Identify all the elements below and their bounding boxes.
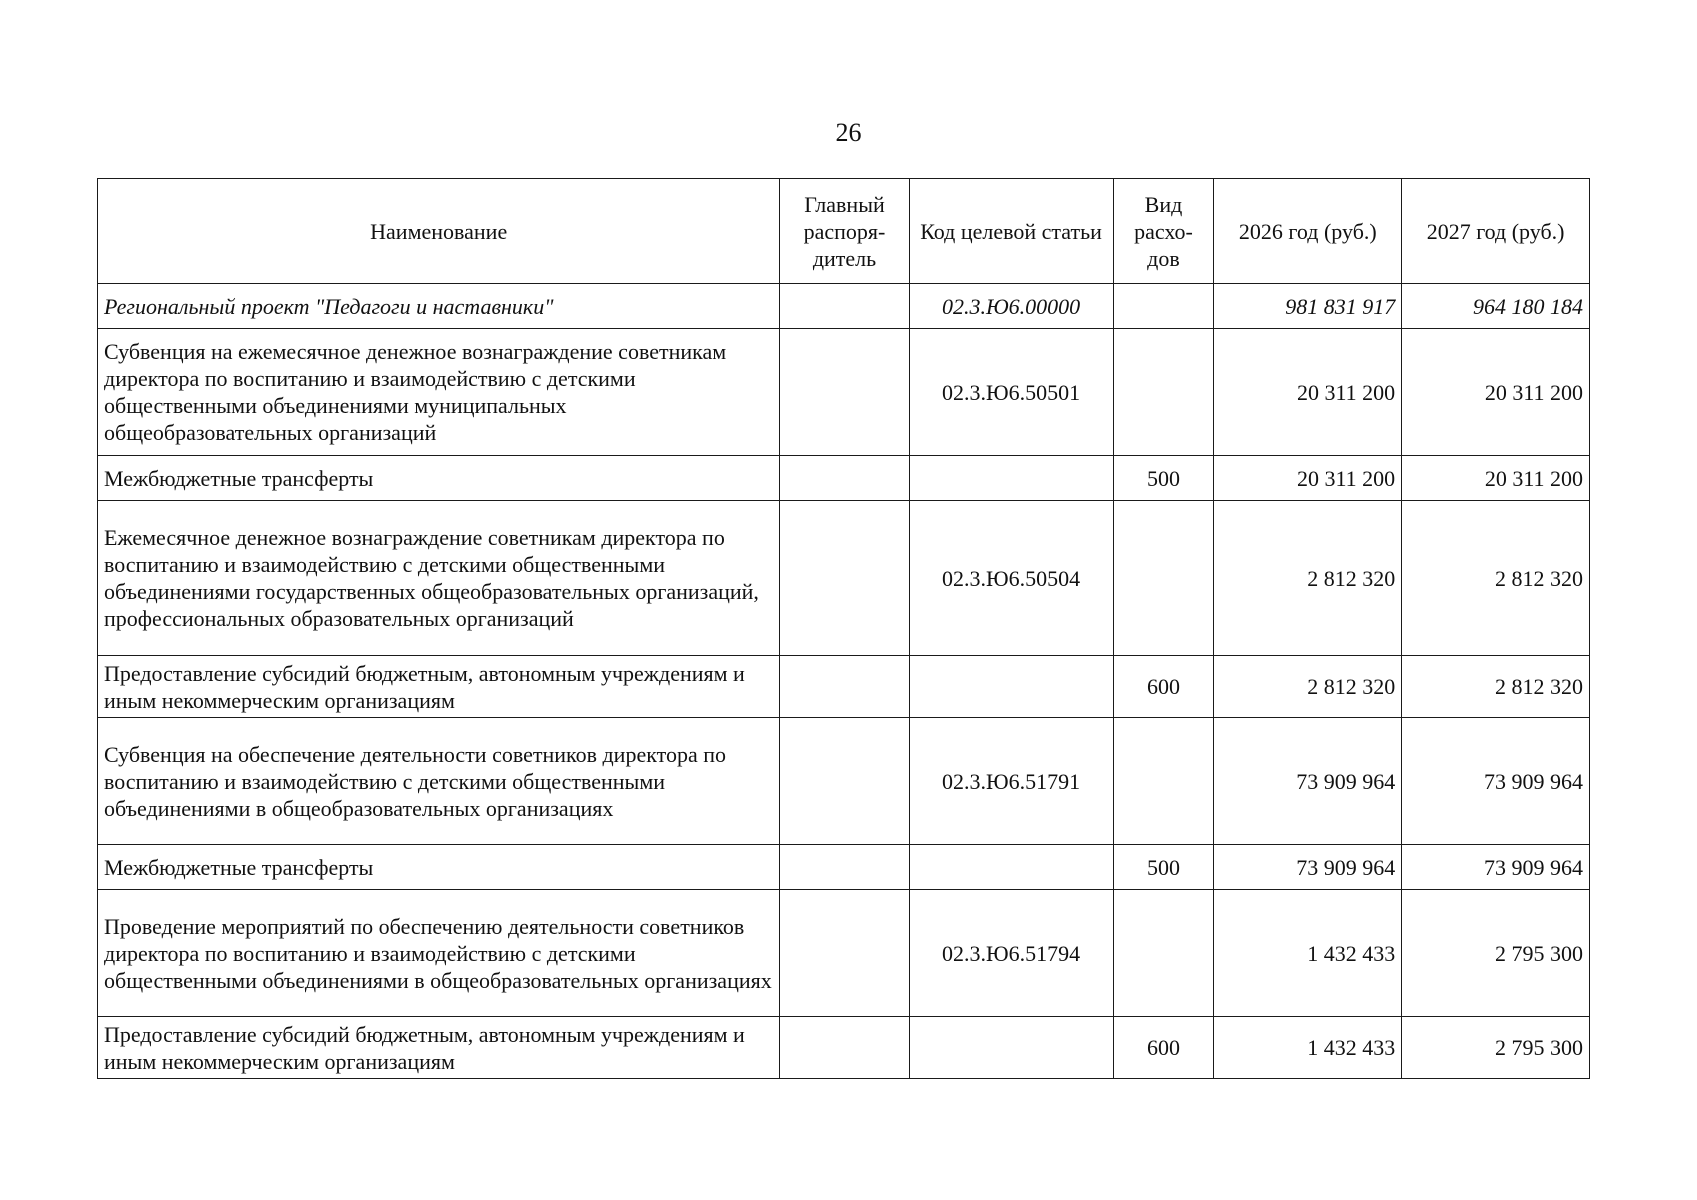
cell-year-2026: 20 311 200	[1214, 456, 1402, 501]
cell-year-2027: 2 812 320	[1402, 656, 1590, 718]
table-row	[98, 501, 1590, 656]
cell-year-2026: 1 432 433	[1214, 1017, 1402, 1079]
table-row	[98, 845, 1590, 890]
cell-name: Региональный проект "Педагоги и наставники"	[98, 284, 780, 329]
cell-target-code: 02.3.Ю6.00000	[909, 284, 1113, 329]
cell-year-2026: 2 812 320	[1214, 656, 1402, 718]
cell-year-2026: 20 311 200	[1214, 329, 1402, 456]
cell-expense-type	[1113, 718, 1214, 845]
table-row	[98, 718, 1590, 845]
cell-year-2027: 964 180 184	[1402, 284, 1590, 329]
cell-target-code	[909, 845, 1113, 890]
table-row	[98, 890, 1590, 1017]
cell-expense-type	[1113, 890, 1214, 1017]
cell-target-code: 02.3.Ю6.50501	[909, 329, 1113, 456]
cell-chief-manager	[780, 456, 909, 501]
cell-target-code	[909, 656, 1113, 718]
cell-name: Субвенция на обеспечение деятельности советников директора по воспитанию и взаимодействию с детскими общественными объединениями в общеобразовательных организациях	[98, 718, 780, 845]
cell-year-2027: 20 311 200	[1402, 329, 1590, 456]
cell-target-code: 02.3.Ю6.50504	[909, 501, 1113, 656]
header-year-2026: 2026 год (руб.)	[1214, 179, 1402, 284]
cell-name: Ежемесячное денежное вознаграждение советникам директора по воспитанию и взаимодействию с детскими общественными объединениями государственных общеобразовательных организаций, профессиональных образовательных организаций	[98, 501, 780, 656]
header-chief-manager: Главный распоря-дитель	[780, 179, 909, 284]
cell-name: Межбюджетные трансферты	[98, 845, 780, 890]
cell-name: Проведение мероприятий по обеспечению деятельности советников директора по воспитанию и взаимодействию с детскими общественными объединениями в общеобразовательных организациях	[98, 890, 780, 1017]
budget-table	[97, 178, 1590, 1079]
cell-year-2026: 1 432 433	[1214, 890, 1402, 1017]
cell-year-2026: 73 909 964	[1214, 718, 1402, 845]
cell-chief-manager	[780, 718, 909, 845]
table-row	[98, 329, 1590, 456]
cell-year-2027: 20 311 200	[1402, 456, 1590, 501]
cell-expense-type	[1113, 329, 1214, 456]
cell-expense-type: 500	[1113, 845, 1214, 890]
cell-chief-manager	[780, 845, 909, 890]
cell-name: Межбюджетные трансферты	[98, 456, 780, 501]
cell-year-2026: 2 812 320	[1214, 501, 1402, 656]
cell-target-code	[909, 1017, 1113, 1079]
cell-year-2027: 73 909 964	[1402, 718, 1590, 845]
page-number: 26	[835, 118, 862, 147]
cell-year-2026: 981 831 917	[1214, 284, 1402, 329]
cell-target-code: 02.3.Ю6.51791	[909, 718, 1113, 845]
cell-year-2026: 73 909 964	[1214, 845, 1402, 890]
cell-expense-type: 500	[1113, 456, 1214, 501]
header-year-2027: 2027 год (руб.)	[1402, 179, 1590, 284]
table-row	[98, 656, 1590, 718]
cell-name: Субвенция на ежемесячное денежное вознаграждение советникам директора по воспитанию и взаимодействию с детскими общественными объединениями муниципальных общеобразовательных организаций	[98, 329, 780, 456]
header-target-code: Код целевой статьи	[909, 179, 1113, 284]
table-row	[98, 284, 1590, 329]
cell-target-code	[909, 456, 1113, 501]
cell-year-2027: 2 795 300	[1402, 1017, 1590, 1079]
cell-expense-type: 600	[1113, 656, 1214, 718]
cell-expense-type	[1113, 284, 1214, 329]
table-row	[98, 456, 1590, 501]
cell-expense-type	[1113, 501, 1214, 656]
cell-chief-manager	[780, 329, 909, 456]
cell-year-2027: 2 812 320	[1402, 501, 1590, 656]
cell-chief-manager	[780, 501, 909, 656]
header-name: Наименование	[98, 179, 780, 284]
cell-chief-manager	[780, 1017, 909, 1079]
header-expense-type: Вид расхо-дов	[1113, 179, 1214, 284]
cell-chief-manager	[780, 656, 909, 718]
cell-year-2027: 2 795 300	[1402, 890, 1590, 1017]
cell-name: Предоставление субсидий бюджетным, автономным учреждениям и иным некоммерческим организациям	[98, 1017, 780, 1079]
cell-chief-manager	[780, 890, 909, 1017]
table-row	[98, 1017, 1590, 1079]
cell-year-2027: 73 909 964	[1402, 845, 1590, 890]
cell-name: Предоставление субсидий бюджетным, автономным учреждениям и иным некоммерческим организациям	[98, 656, 780, 718]
cell-expense-type: 600	[1113, 1017, 1214, 1079]
cell-chief-manager	[780, 284, 909, 329]
cell-target-code: 02.3.Ю6.51794	[909, 890, 1113, 1017]
table-header-row	[98, 179, 1590, 284]
